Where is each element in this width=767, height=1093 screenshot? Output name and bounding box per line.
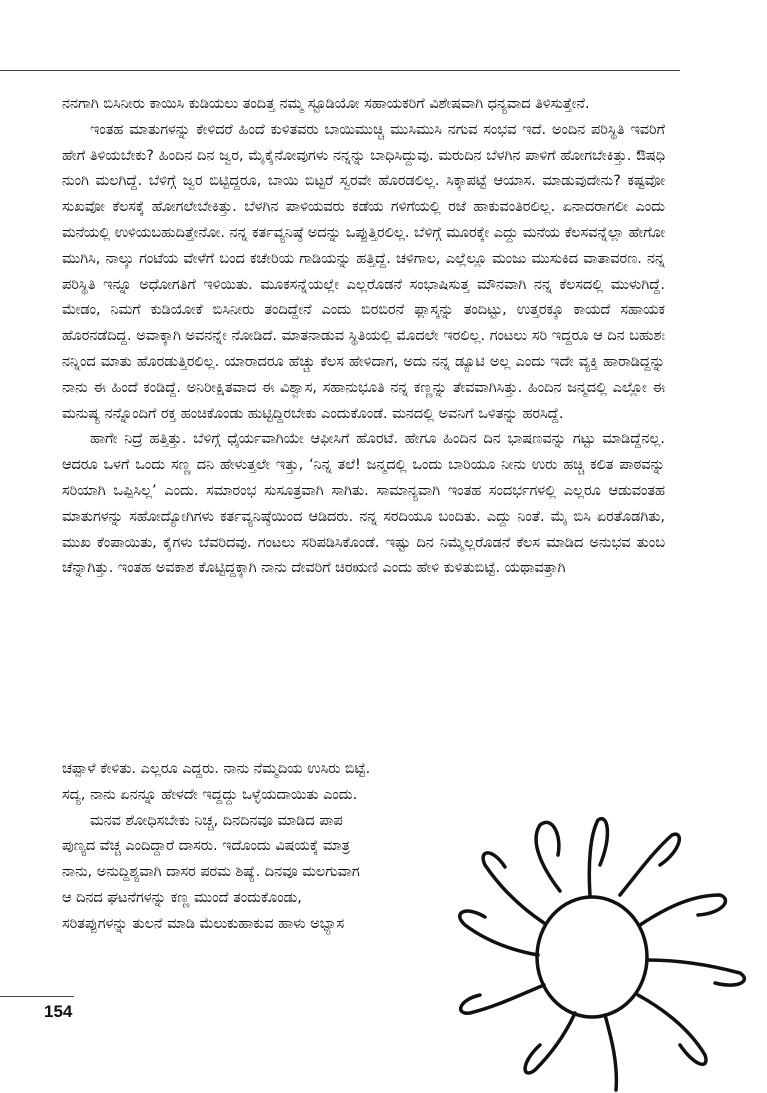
sun-ray [483, 853, 544, 923]
sun-ray [605, 1015, 616, 1090]
sun-ray [460, 911, 538, 955]
paragraph-2: ಇಂತಹ ಮಾತುಗಳನ್ನು ಕೇಳಿದರೆ ಹಿಂದೆ ಕುಳಿತವರು ಬಾಯಿಮುಚ್ಚಿ ಮುಸಿಮುಸಿ ನಗುವ ಸಂಭವ ಇದೆ. ಅಂದಿನ ಪರಿಸ್ಥಿತಿ ಇವರಿಗೆ ಹೇಗೆ ತಿಳಿಯಬೇಕು? ಹಿಂದಿನ ದಿನ ಜ್ವರ, ಮೈಕೈನೋವುಗಳು ನನ್ನನ್ನು ಬಾಧಿಸಿದ್ದುವು. ಮರುದಿನ ಬೆಳಗಿನ ಪಾಳಿಗೆ ಹೋಗಬೇಕಿತ್ತು. ಔಷಧಿ ನುಂಗಿ ಮಲಗಿದ್ದೆ. ಬೆಳಿಗ್ಗೆ ಜ್ವರ ಬಿಟ್ಟಿದ್ದರೂ, ಬಾಯಿ ಬಿಟ್ಟರೆ ಸ್ವರವೇ ಹೊರಡಲಿಲ್ಲ. ಸಿಕ್ಕಾಪಟ್ಟೆ ಆಯಾಸ. ಮಾಡುವುದೇನು? ಕಷ್ಟವೋ ಸುಖವೋ ಕೆಲಸಕ್ಕೆ ಹೋಗಲೇಬೇಕಿತ್ತು. ಬೆಳಗಿನ ಪಾಳಿಯವರು ಕಡೆಯ ಗಳಿಗೆಯಲ್ಲಿ ರಜೆ ಹಾಕುವಂತಿರಲಿಲ್ಲ. ಏನಾದರಾಗಲೀ ಎಂದು ಮನೆಯಲ್ಲಿ ಉಳಿಯಬಹುದಿತ್ತೇನೋ. ನನ್ನ ಕರ್ತವ್ಯನಿಷ್ಠೆ ಅದನ್ನು ಒಪ್ಪುತ್ತಿರಲಿಲ್ಲ. ಬೆಳಿಗ್ಗೆ ಮೂರಕ್ಕೇ ಎದ್ದು ಮನೆಯ ಕೆಲಸವನ್ನೆಲ್ಲಾ ಹೇಗೋ ಮುಗಿಸಿ, ನಾಲ್ಕು ಗಂಟೆಯ ವೇಳೆಗೆ ಬಂದ ಕಚೇರಿಯ ಗಾಡಿಯನ್ನು ಹತ್ತಿದ್ದೆ. ಚಳಿಗಾಲ, ಎಲ್ಲೆಲ್ಲೂ ಮಂಜು ಮುಸುಕಿದ ವಾತಾವರಣ. ನನ್ನ ಪರಿಸ್ಥಿತಿ ಇನ್ನೂ ಅಧೋಗತಿಗೆ ಇಳಿಯಿತು. ಮೂಕಸನ್ನೆಯಲ್ಲೇ ಎಲ್ಲರೊಡನೆ ಸಂಭಾಷಿಸುತ್ತ ಮೌನವಾಗಿ ನನ್ನ ಕೆಲಸದಲ್ಲಿ ಮುಳುಗಿದ್ದೆ. ಮೇಡಂ, ನಿಮಗೆ ಕುಡಿಯೋಕೆ ಬಿಸಿನೀರು ತಂದಿದ್ದೇನೆ ಎಂದು ಬಿರಬಿರನೆ ಫ್ಲಾಸ್ಕನ್ನು ತಂದಿಟ್ಟು, ಉತ್ತರಕ್ಕೂ ಕಾಯದೆ ಸಹಾಯಕ ಹೊರನಡೆದಿದ್ದ. ಅವಾಕ್ಕಾಗಿ ಅವನನ್ನೇ ನೋಡಿದೆ. ಮಾತನಾಡುವ ಸ್ಥಿತಿಯಲ್ಲಿ ಮೊದಲೇ ಇರಲಿಲ್ಲ. ಗಂಟಲು ಸರಿ ಇದ್ದರೂ ಆ ದಿನ ಬಹುಶಃ ನನ್ನಿಂದ ಮಾತು ಹೊರಡುತ್ತಿರಲಿಲ್ಲ. ಯಾರಾದರೂ ಹೆಚ್ಚು ಕೆಲಸ ಹೇಳಿದಾಗ, ಅದು ನನ್ನ ಡ್ಯೂಟಿ ಅಲ್ಲ ಎಂದು ಇದೇ ವ್ಯಕ್ತಿ ಹಾರಾಡಿದ್ದನ್ನು ನಾನು ಈ ಹಿಂದೆ ಕಂಡಿದ್ದೆ. ಅನಿರೀಕ್ಷಿತವಾದ ಈ ವಿಶ್ವಾಸ, ಸಹಾನುಭೂತಿ ನನ್ನ ಕಣ್ಣನ್ನು ತೇವವಾಗಿಸಿತ್ತು. ಹಿಂದಿನ ಜನ್ಮದಲ್ಲಿ ಎಲ್ಲೋ ಈ ಮನುಷ್ಯ ನನ್ನೊಂದಿಗೆ ರಕ್ತ ಹಂಚಿಕೊಂಡು ಹುಟ್ಟಿದ್ದಿರಬೇಕು ಎಂದುಕೊಂಡೆ. ಮನದಲ್ಲಿ ಅವನಿಗೆ ಒಳಿತನ್ನು ಹರಸಿದ್ದೆ. [62, 121, 665, 422]
sun-drawing-icon [440, 795, 760, 1093]
sun-ray [638, 995, 706, 1064]
column-paragraph-1: ಚಪ್ಪಾಳೆ ಕೇಳಿತು. ಎಲ್ಲರೂ ಎದ್ದರು. ನಾನು ನೆಮ್ಮದಿಯ ಉಸಿರು ಬಿಟ್ಟೆ. ಸದ್ಯ, ನಾನು ಏನನ್ನೂ ಹೇಳದೇ ಇದ್ದದ್ದು ಒಳ್ಳೆಯದಾಯಿತು ಎಂದು. [62, 761, 371, 803]
page-number: 154 [44, 1002, 73, 1021]
sun-ray [461, 985, 544, 1013]
sun-ray [589, 819, 607, 895]
sun-ray [640, 895, 725, 925]
sun-ray [536, 822, 560, 891]
top-rule [0, 70, 680, 71]
bottom-rule [0, 996, 74, 997]
paragraph-1: ನನಗಾಗಿ ಬಿಸಿನೀರು ಕಾಯಿಸಿ ಕುಡಿಯಲು ತಂದಿತ್ತ ನಮ್ಮ ಸ್ಟೂಡಿಯೋ ಸಹಾಯಕರಿಗೆ ವಿಶೇಷವಾಗಿ ಧನ್ಯವಾದ ತಿಳಿಸುತ್ತೇನೆ. [62, 96, 590, 112]
narrow-column-text [62, 757, 372, 938]
column-paragraph-2: ಮನವ ಶೋಧಿಸಬೇಕು ನಿಚ್ಚ, ದಿನದಿನವೂ ಮಾಡಿದ ಪಾಪ ಪುಣ್ಯದ ವೆಚ್ಚ ಎಂದಿದ್ದಾರೆ ದಾಸರು. ಇದೊಂದು ವಿಷಯಕ್ಕೆ ಮಾತ್ರ ನಾನು, ಅನುದ್ದಿಶ್ಯವಾಗಿ ದಾಸರ ಪರಮ ಶಿಷ್ಯೆ. ದಿನವೂ ಮಲಗುವಾಗ ಆ ದಿನದ ಘಟನೆಗಳನ್ನು ಕಣ್ಣ ಮುಂದೆ ತಂದುಕೊಂಡು, ಸರಿತಪ್ಪುಗಳನ್ನು ತುಲನೆ ಮಾಡಿ ಮೆಲುಕುಹಾಕುವ ಹಾಳು ಅಭ್ಯಾಸ [62, 812, 360, 932]
body-text [62, 92, 665, 582]
sun-ray [620, 834, 679, 895]
paragraph-3: ಹಾಗೇ ನಿದ್ರೆ ಹತ್ತಿತ್ತು. ಬೆಳಿಗ್ಗೆ ಧೈರ್ಯವಾಗಿಯೇ ಆಫೀಸಿಗೆ ಹೊರಟೆ. ಹೇಗೂ ಹಿಂದಿನ ದಿನ ಭಾಷಣವನ್ನು ಗಟ್ಟು ಮಾಡಿದ್ದೆನಲ್ಲ. ಆದರೂ ಒಳಗೆ ಒಂದು ಸಣ್ಣ ದನಿ ಹೇಳುತ್ತಲೇ ಇತ್ತು, ‘ನಿನ್ನ ತಲೆ! ಜನ್ಮದಲ್ಲಿ ಒಂದು ಬಾರಿಯೂ ನೀನು ಉರು ಹಚ್ಚಿ ಕಲಿತ ಪಾಠವನ್ನು ಸರಿಯಾಗಿ ಒಪ್ಪಿಸಿಲ್ಲ’ ಎಂದು. ಸಮಾರಂಭ ಸುಸೂತ್ರವಾಗಿ ಸಾಗಿತು. ಸಾಮಾನ್ಯವಾಗಿ ಇಂತಹ ಸಂದರ್ಭಗಳಲ್ಲಿ ಎಲ್ಲರೂ ಆಡುವಂತಹ ಮಾತುಗಳನ್ನು ಸಹೋದ್ಯೋಗಿಗಳು ಕರ್ತವ್ಯನಿಷ್ಠೆಯಿಂದ ಆಡಿದರು. ನನ್ನ ಸರದಿಯೂ ಬಂದಿತು. ಎದ್ದು ನಿಂತೆ. ಮೈ ಬಿಸಿ ಏರತೊಡಗಿತು, ಮುಖ ಕೆಂಪಾಯಿತು, ಕೈಗಳು ಬೆವರಿದವು. ಗಂಟಲು ಸರಿಪಡಿಸಿಕೊಂಡೆ. ಇಷ್ಟು ದಿನ ನಿಮ್ಮೆಲ್ಲರೊಡನೆ ಕೆಲಸ ಮಾಡಿದ ಅನುಭವ ತುಂಬ ಚೆನ್ನಾಗಿತ್ತು. ಇಂತಹ ಅವಕಾಶ ಕೊಟ್ಟಿದ್ದಕ್ಕಾಗಿ ನಾನು ದೇವರಿಗೆ ಚಿರಋಣಿ ಎಂದು ಹೇಳಿ ಕುಳಿತುಬಿಟ್ಟೆ. ಯಥಾವತ್ತಾಗಿ [62, 431, 665, 577]
sun-center-circle [537, 897, 647, 1017]
sun-ray [648, 960, 744, 985]
sun-ray [525, 1013, 575, 1073]
